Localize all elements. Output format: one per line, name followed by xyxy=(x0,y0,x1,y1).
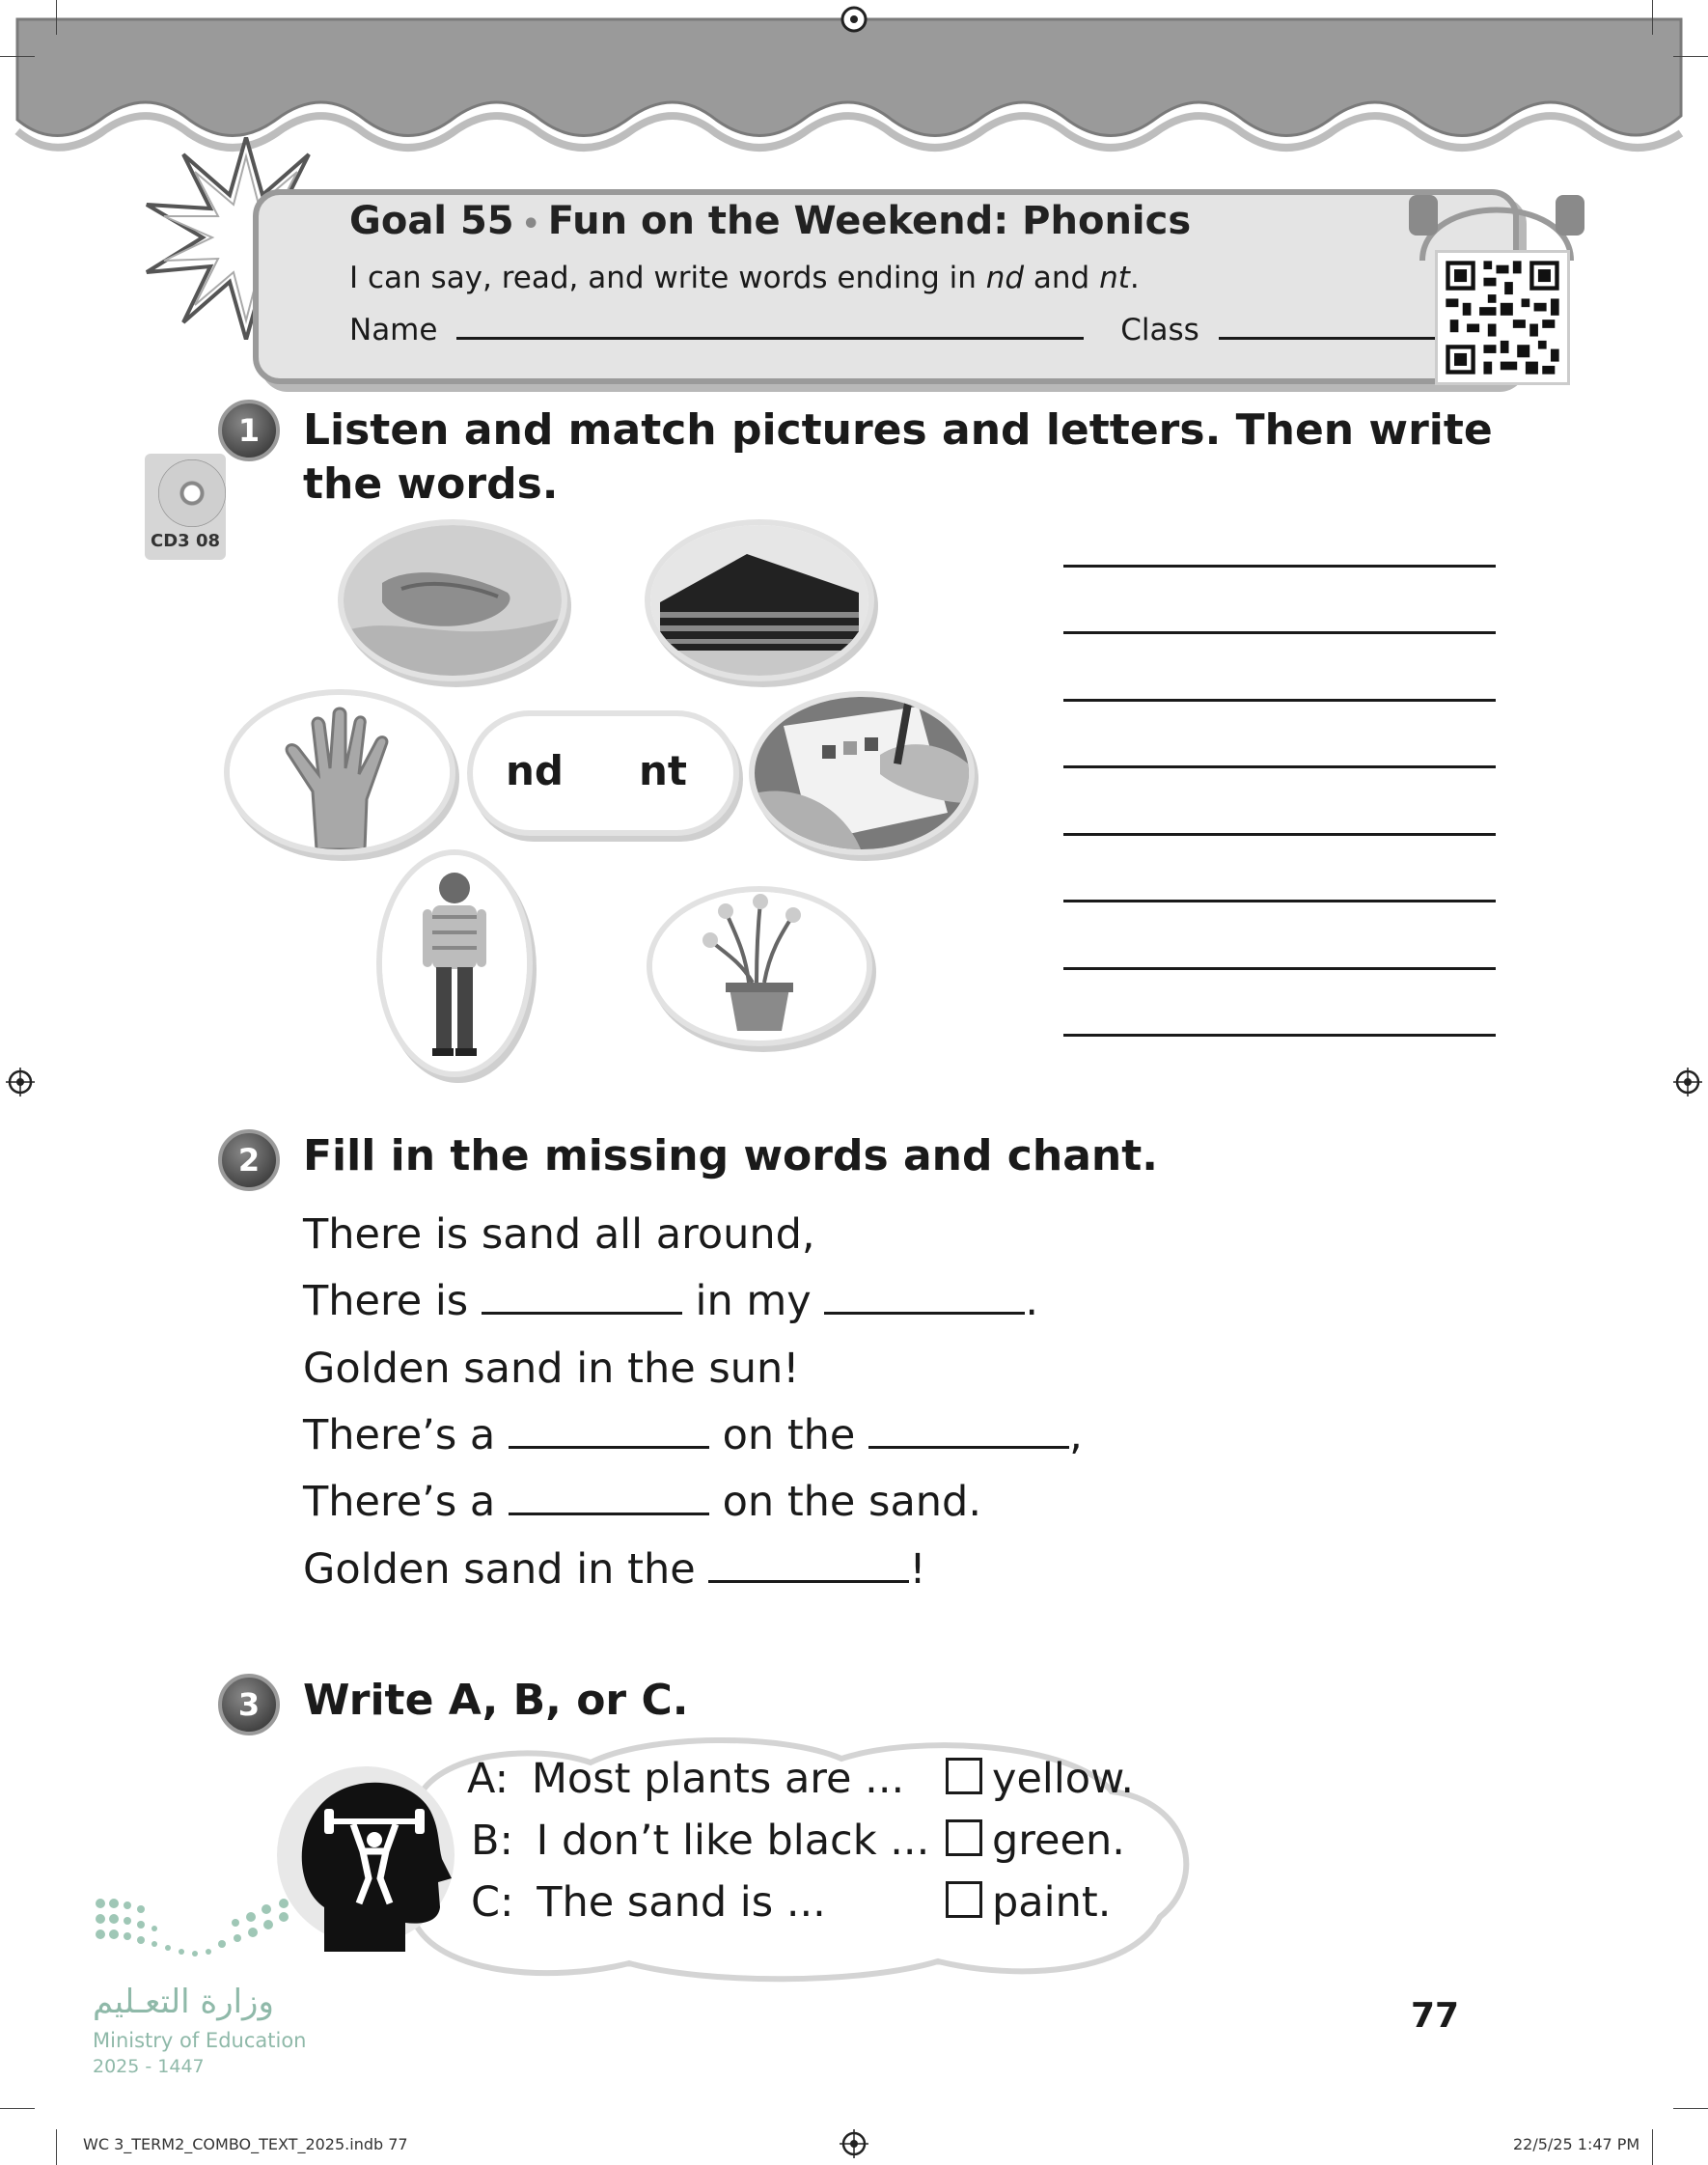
objective-text: I can say, read, and write words ending in xyxy=(349,261,986,295)
exercise-3-option-a xyxy=(946,1755,1134,1803)
goal-heading: Fun on the Weekend: Phonics xyxy=(547,199,1192,243)
goal-objective xyxy=(349,261,1140,295)
chant-line-1: There is sand all around, xyxy=(303,1210,815,1259)
write-line[interactable] xyxy=(1063,565,1496,568)
write-line[interactable] xyxy=(1063,900,1496,902)
chant-text: ! xyxy=(909,1545,926,1594)
goal-number: Goal 55 xyxy=(349,199,514,243)
ministry-logo-icon xyxy=(93,1896,305,1965)
name-class-row xyxy=(349,313,1441,347)
crop-mark xyxy=(1673,56,1708,57)
chant-text: There is xyxy=(303,1277,482,1325)
chant-text: on the sand. xyxy=(708,1478,982,1526)
ministry-year: 2025 - 1447 xyxy=(93,2056,205,2077)
blank-field[interactable] xyxy=(824,1311,1025,1315)
chant-text: There’s a xyxy=(303,1411,509,1459)
tent-picture[interactable] xyxy=(650,525,868,676)
row-prompt: I don’t like black ... xyxy=(536,1817,930,1865)
chant-line-5 xyxy=(303,1478,981,1526)
page-number: 77 xyxy=(1411,1996,1460,2036)
chant-text: There’s a xyxy=(303,1478,509,1526)
write-line[interactable] xyxy=(1063,967,1496,970)
blank-field[interactable] xyxy=(482,1311,682,1315)
exercise-3-row-a xyxy=(467,1755,904,1803)
registration-mark-icon xyxy=(840,2129,868,2158)
blank-field[interactable] xyxy=(708,1579,909,1583)
exercise-3-number: 3 xyxy=(218,1674,280,1735)
exercise-1-heading-line1: Listen and match pictures and letters. Then write xyxy=(303,405,1493,455)
objective-and: and xyxy=(1024,261,1100,295)
chant-text: , xyxy=(1069,1411,1083,1459)
ministry-english-name: Ministry of Education xyxy=(93,2029,307,2052)
write-line[interactable] xyxy=(1063,631,1496,634)
row-letter: A: xyxy=(467,1755,510,1803)
qr-code-icon[interactable] xyxy=(1438,253,1567,382)
blank-field[interactable] xyxy=(509,1512,709,1515)
chant-text: in my xyxy=(681,1277,825,1325)
answer-checkbox[interactable] xyxy=(946,1819,982,1856)
letters-nt[interactable]: nt xyxy=(639,747,687,794)
chant-line-4 xyxy=(303,1411,1083,1459)
chant-line-6 xyxy=(303,1545,926,1594)
footer-file-name: WC 3_TERM2_COMBO_TEXT_2025.indb 77 xyxy=(83,2135,408,2153)
letters-box xyxy=(473,716,733,830)
option-text: paint. xyxy=(992,1878,1112,1927)
exercise-1-heading-line2: the words. xyxy=(303,459,559,509)
boy-picture[interactable] xyxy=(382,855,527,1071)
objective-period: . xyxy=(1129,261,1140,295)
plant-picture[interactable] xyxy=(652,892,867,1041)
answer-checkbox[interactable] xyxy=(946,1758,982,1794)
cd-icon[interactable] xyxy=(158,459,226,527)
option-text: yellow. xyxy=(992,1755,1134,1803)
exercise-3-heading: Write A, B, or C. xyxy=(303,1676,689,1725)
objective-nt: nt xyxy=(1099,261,1130,295)
answer-checkbox[interactable] xyxy=(946,1881,982,1918)
write-line[interactable] xyxy=(1063,1034,1496,1037)
write-line[interactable] xyxy=(1063,699,1496,702)
chant-text: Golden sand in the xyxy=(303,1545,709,1594)
row-letter: C: xyxy=(471,1878,514,1927)
footer-date: 22/5/25 1:47 PM xyxy=(1513,2135,1640,2153)
exercise-3-option-c xyxy=(946,1878,1111,1927)
chant-line-2 xyxy=(303,1277,1038,1325)
objective-nd: nd xyxy=(985,261,1025,295)
letters-nd[interactable]: nd xyxy=(506,747,564,794)
chant-text: . xyxy=(1025,1277,1039,1325)
row-letter: B: xyxy=(471,1817,513,1865)
standing-boy-icon xyxy=(382,855,527,1071)
painting-picture[interactable] xyxy=(755,697,969,849)
write-line[interactable] xyxy=(1063,765,1496,768)
top-wavy-banner xyxy=(0,0,1708,154)
sand-in-hands-picture[interactable] xyxy=(344,525,562,676)
crop-mark xyxy=(1673,2108,1708,2109)
exercise-2-heading: Fill in the missing words and chant. xyxy=(303,1131,1158,1180)
blank-field[interactable] xyxy=(868,1445,1069,1449)
row-prompt: Most plants are ... xyxy=(531,1755,905,1803)
name-field[interactable] xyxy=(456,337,1084,340)
sand-in-hands-icon xyxy=(344,525,562,676)
painting-hands-icon xyxy=(755,697,969,849)
row-prompt: The sand is ... xyxy=(537,1878,826,1927)
class-label: Class xyxy=(1120,313,1199,347)
exercise-2-number: 2 xyxy=(218,1129,280,1191)
goal-title xyxy=(349,199,1191,243)
exercise-3-row-b xyxy=(471,1817,929,1865)
chant-text: on the xyxy=(708,1411,869,1459)
registration-mark-icon xyxy=(1673,1068,1702,1096)
ministry-arabic-name: وزارة التعـليم xyxy=(93,1983,274,2021)
crop-mark xyxy=(1652,0,1653,35)
cd-track-label: CD3 08 xyxy=(151,531,220,551)
hand-picture[interactable] xyxy=(230,695,450,849)
hand-icon xyxy=(230,695,450,849)
exercise-3-option-b xyxy=(946,1817,1125,1865)
crop-mark xyxy=(1652,2129,1653,2165)
exercise-1-number: 1 xyxy=(218,400,280,461)
blank-field[interactable] xyxy=(509,1445,709,1449)
write-line[interactable] xyxy=(1063,833,1496,836)
crop-mark xyxy=(56,0,57,35)
name-label: Name xyxy=(349,313,438,347)
class-field[interactable] xyxy=(1219,337,1441,340)
registration-mark-icon xyxy=(6,1068,35,1096)
exercise-3-row-c xyxy=(471,1878,826,1927)
title-separator: • xyxy=(521,208,540,241)
tent-icon xyxy=(650,525,868,676)
crop-mark xyxy=(0,2108,35,2109)
option-text: green. xyxy=(992,1817,1125,1865)
crop-mark xyxy=(0,56,35,57)
crop-mark xyxy=(56,2129,57,2165)
chant-line-3: Golden sand in the sun! xyxy=(303,1345,800,1393)
plant-in-pot-icon xyxy=(652,892,867,1041)
